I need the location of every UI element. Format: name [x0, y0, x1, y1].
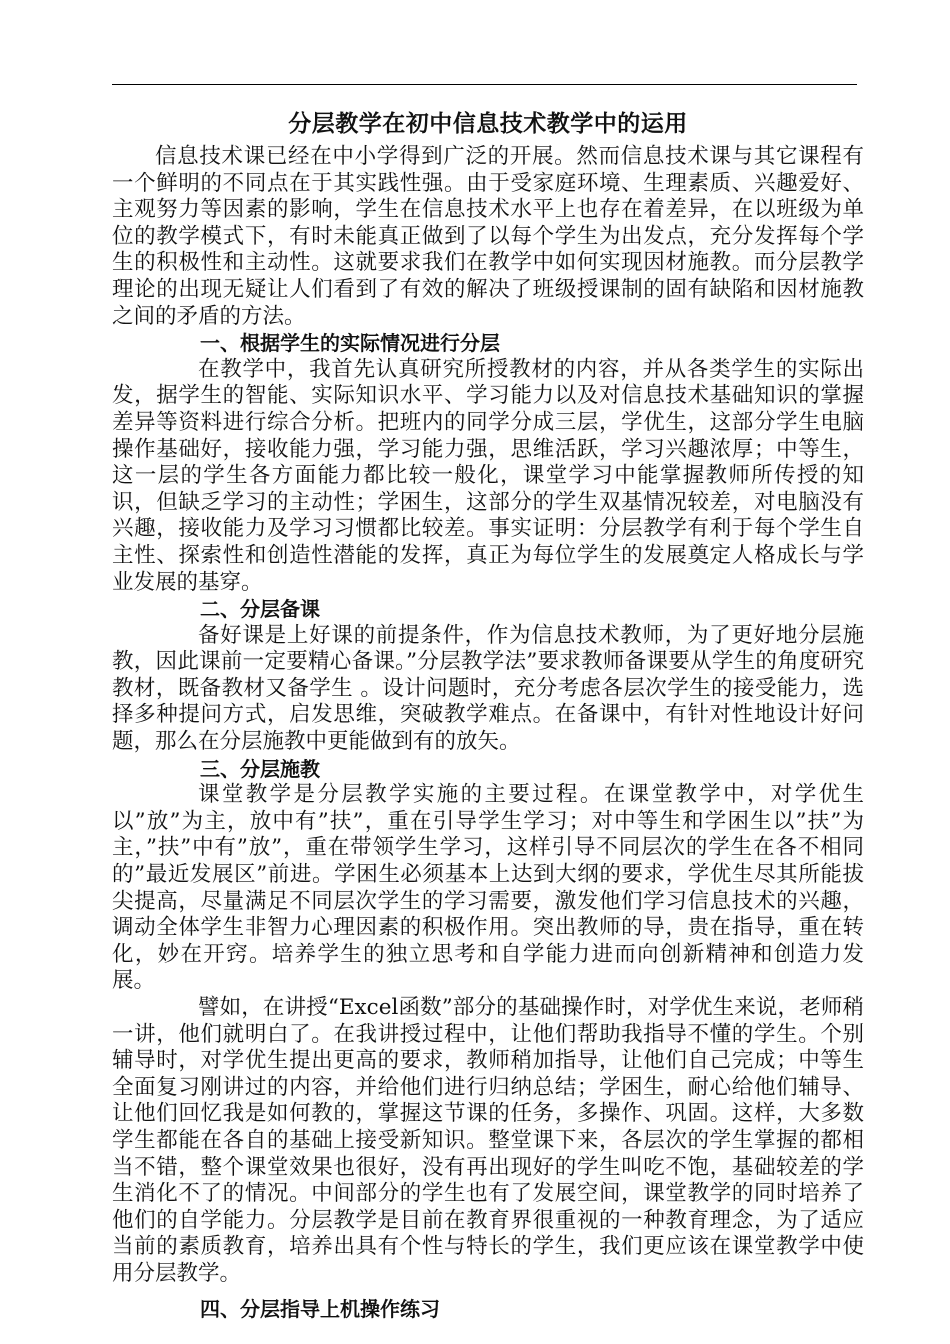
document-body	[112, 104, 864, 1322]
section-3-heading: 三、分层施教	[200, 756, 320, 781]
section-3-paragraph: 课堂教学是分层教学实施的主要过程。在课堂教学中，对学优生以”放”为主，放中有”扶”，重在引导学生学习；对中等生和学困生以”扶”为主，”扶”中有”放”，重在带领学生学习，这样引导不同层次的学生在各不相同的”最近发展区”前进。学困生必须基本上达到大纲的要求，学优生尽其所能拔尖提高，尽量满足不同层次学生的学习需要，激发他们学习信息技术的兴趣，调动全体学生非智力心理因素的积极作用。突出教师的导，贵在指导，重在转化，妙在开窍。培养学生的独立思考和自学能力进而向创新精神和创造力发展。	[112, 782, 864, 994]
section-1-heading: 一、根据学生的实际情况进行分层	[200, 331, 500, 356]
section-2-paragraph: 备好课是上好课的前提条件，作为信息技术教师，为了更好地分层施教，因此课前一定要精心备课。”分层教学法”要求教师备课要从学生的角度研究教材，既备教材又备学生 。设计问题时，充分考虑各层次学生的接受能力，选择多种提问方式，启发思维，突破教学难点。在备课中，有针对性地设计好问题，那么在分层施教中更能做到有的放矢。	[112, 622, 864, 755]
section-4-heading: 四、分层指导上机操作练习	[200, 1296, 440, 1321]
section-1-paragraph: 在教学中，我首先认真研究所授教材的内容，并从各类学生的实际出发，据学生的智能、实际知识水平、学习能力以及对信息技术基础知识的掌握差异等资料进行综合分析。把班内的同学分成三层，学优生，这部分学生电脑操作基础好，接收能力强，学习能力强，思维活跃，学习兴趣浓厚；中等生，这一层的学生各方面能力都比较一般化，课堂学习中能掌握教师所传授的知识，但缺乏学习的主动性；学困生，这部分的学生双基情况较差，对电脑没有兴趣，接收能力及学习习惯都比较差。事实证明：分层教学有利于每个学生自主性、探索性和创造性潜能的发挥，真正为每位学生的发展奠定人格成长与学业发展的基穿。	[112, 356, 864, 595]
section-3-example-paragraph: 譬如，在讲授“Excel函数”部分的基础操作时，对学优生来说，老师稍一讲，他们就明白了。在我讲授过程中，让他们帮助我指导不懂的学生。个别辅导时，对学优生提出更高的要求，教师稍加指导，让他们自己完成；中等生全面复习刚讲过的内容，并给他们进行归纳总结；学困生，耐心给他们辅导、让他们回忆我是如何教的，掌握这节课的任务，多操作、巩固。这样，大多数学生都能在各自的基础上接受新知识。整堂课下来，各层次的学生掌握的都相当不错，整个课堂效果也很好，没有再出现好的学生叫吃不饱，基础较差的学生消化不了的情况。中间部分的学生也有了发展空间，课堂教学的同时培养了他们的自学能力。分层教学是目前在教育界很重视的一种教育理念，为了适应当前的素质教育，培养出具有个性与特长的学生，我们更应该在课堂教学中使用分层教学。	[112, 995, 864, 1286]
document-title: 分层教学在初中信息技术教学中的运用	[288, 111, 688, 137]
intro-paragraph: 信息技术课已经在中小学得到广泛的开展。然而信息技术课与其它课程有一个鲜明的不同点在于其实践性强。由于受家庭环境、生理素质、兴趣爱好、主观努力等因素的影响，学生在信息技术水平上也存在着差异，在以班级为单位的教学模式下，有时未能真正做到了以每个学生为出发点，充分发挥每个学生的积极性和主动性。这就要求我们在教学中如何实现因材施教。而分层教学理论的出现无疑让人们看到了有效的解决了班级授课制的固有缺陷和因材施教之间的矛盾的方法。	[112, 144, 864, 329]
section-2-heading: 二、分层备课	[200, 597, 320, 622]
header-rule	[112, 84, 857, 85]
